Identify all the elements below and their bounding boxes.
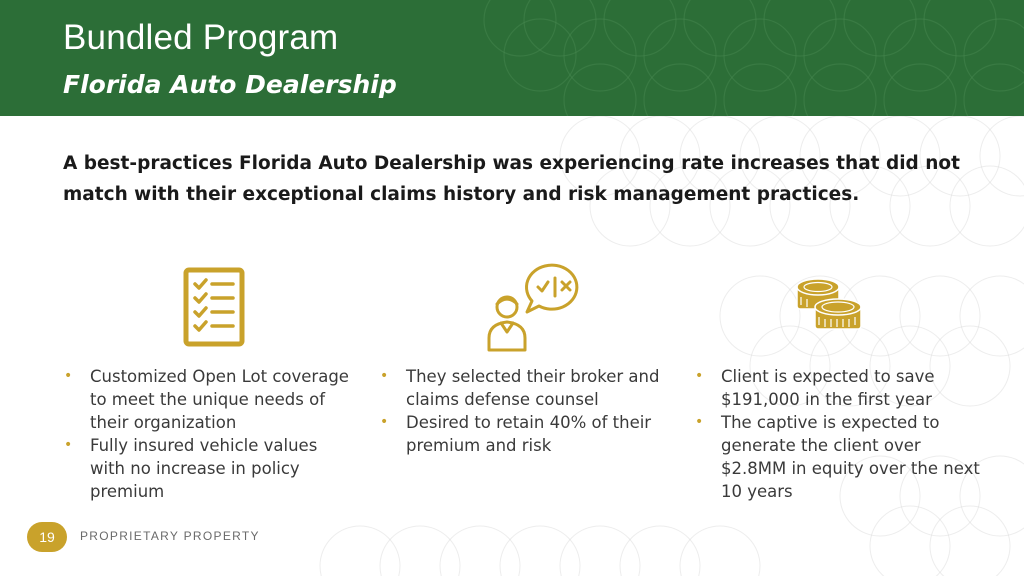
coverage-column xyxy=(64,365,354,503)
selection-column xyxy=(380,365,680,457)
checklist-icon xyxy=(183,267,245,347)
footer-label: PROPRIETARY PROPERTY xyxy=(80,529,260,543)
list-item: • Client is expected to save $191,000 in the first year xyxy=(695,367,935,409)
list-item: • Customized Open Lot coverage to meet the unique needs of their organization xyxy=(64,367,349,432)
list-item: • Fully insured vehicle values with no increase in policy premium xyxy=(64,436,318,501)
page-subtitle: Florida Auto Dealership xyxy=(63,70,397,99)
page-title: Bundled Program xyxy=(63,18,339,57)
list-item: • The captive is expected to generate the client over $2.8MM in equity over the next 10 years xyxy=(695,413,980,501)
list-item-text: The captive is expected to generate the client over $2.8MM in equity over the next 10 years xyxy=(721,413,980,501)
list-item-text: Fully insured vehicle values with no increase in policy premium xyxy=(90,436,318,501)
list-item: • Desired to retain 40% of their premium and risk xyxy=(380,413,652,455)
list-item: • They selected their broker and claims defense counsel xyxy=(380,367,660,409)
savings-column xyxy=(695,365,985,503)
header-banner xyxy=(0,0,1024,116)
list-item-text: Customized Open Lot coverage to meet the unique needs of their organization xyxy=(90,367,349,432)
person-decision-icon xyxy=(485,262,585,354)
list-item-text: Desired to retain 40% of their premium and risk xyxy=(406,413,652,455)
list-item-text: Client is expected to save $191,000 in the first year xyxy=(721,367,935,409)
page-number-badge: 19 xyxy=(27,522,67,552)
coins-icon xyxy=(795,275,865,337)
list-item-text: They selected their broker and claims defense counsel xyxy=(406,367,660,409)
intro-statement: A best-practices Florida Auto Dealership was experiencing rate increases that did not match with their exceptional claims history and risk management practices. xyxy=(63,153,960,205)
